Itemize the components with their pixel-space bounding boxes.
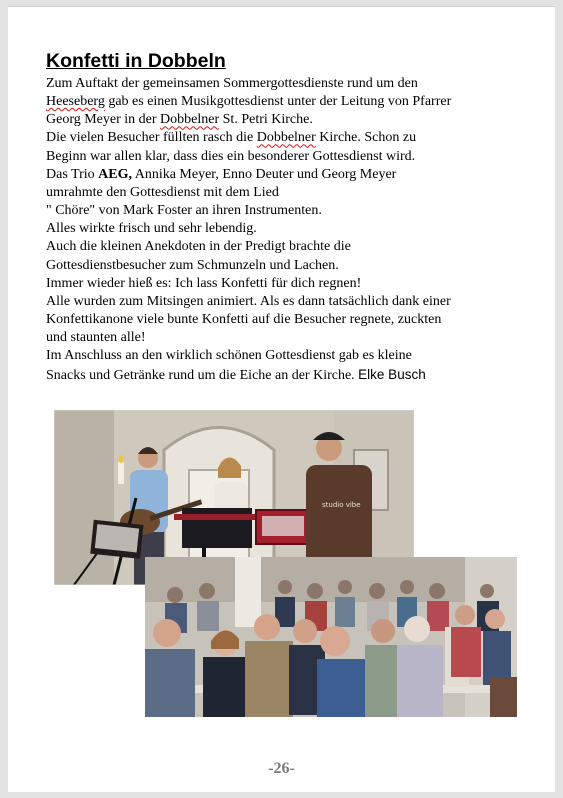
trio-name: AEG,: [98, 166, 132, 182]
spellcheck-word: Heeseberg: [46, 94, 105, 110]
article-text: gab es einen Musikgottesdienst unter der Leitung von Pfarrer: [104, 94, 452, 110]
article-line: [46, 75, 516, 93]
article-text: " Chöre" von Mark Foster an ihren Instrumenten.: [46, 203, 322, 219]
article-text: Snacks und Getränke rund um die Eiche an der Kirche.: [46, 367, 359, 383]
page-number: -26-: [268, 760, 295, 777]
article-text: Annika Meyer, Enno Deuter und Georg Meyer: [131, 166, 397, 182]
article-text: Alles wirkte frisch und sehr lebendig.: [46, 221, 257, 237]
article-line: [46, 148, 516, 166]
article-line: [46, 111, 516, 129]
article-text: Konfettikanone viele bunte Konfetti auf die Besucher regnete, zuckten: [46, 312, 442, 328]
shirt-print: studio vibe: [322, 501, 361, 509]
article-line: [46, 257, 516, 275]
article-text: Zum Auftakt der gemeinsamen Sommergottesdienste rund um den: [46, 76, 418, 91]
article-text: Alle wurden zum Mitsingen animiert. Als es dann tatsächlich dank einer: [46, 293, 451, 309]
article-line: [46, 366, 516, 385]
article-line: [46, 311, 516, 329]
page-top-edge: [8, 6, 555, 7]
article-body: [46, 75, 516, 385]
article-line: [46, 166, 516, 184]
article-line: [46, 184, 516, 202]
spellcheck-word: Dobbelner: [256, 130, 316, 146]
article-text: Immer wieder hieß es: Ich lass Konfetti für dich regnen!: [46, 275, 362, 291]
article-text: Gottesdienstbesucher zum Schmunzeln und Lachen.: [46, 257, 339, 273]
article-text: Die vielen Besucher füllten rasch die: [46, 130, 257, 146]
article-text: Beginn war allen klar, dass dies ein besonderer Gottesdienst wird.: [46, 148, 416, 164]
article-text: und staunten alle!: [46, 330, 146, 346]
photo-congregation: [145, 557, 517, 717]
article-text: umrahmte den Gottesdienst mit dem Lied: [46, 184, 279, 200]
article-title: Konfetti in Dobbeln: [46, 50, 226, 72]
spellcheck-word: Dobbelner: [160, 112, 220, 128]
article-text: Kirche. Schon zu: [315, 130, 417, 146]
article-line: [46, 238, 516, 256]
article-text: St. Petri Kirche.: [219, 112, 313, 128]
article-line: [46, 129, 516, 147]
article-line: [46, 202, 516, 220]
article-line: [46, 220, 516, 238]
article-line: [46, 347, 516, 365]
article-text: Das Trio: [46, 166, 99, 182]
author-name: Elke Busch: [358, 366, 426, 382]
article-text: Georg Meyer in der: [46, 112, 161, 128]
article-line: [46, 329, 516, 347]
article-line: [46, 293, 516, 311]
article-text: Auch die kleinen Anekdoten in der Predigt brachte die: [46, 239, 351, 255]
article-line: [46, 275, 516, 293]
article-line: [46, 93, 516, 111]
article-text: Im Anschluss an den wirklich schönen Gottesdienst gab es kleine: [46, 348, 412, 364]
